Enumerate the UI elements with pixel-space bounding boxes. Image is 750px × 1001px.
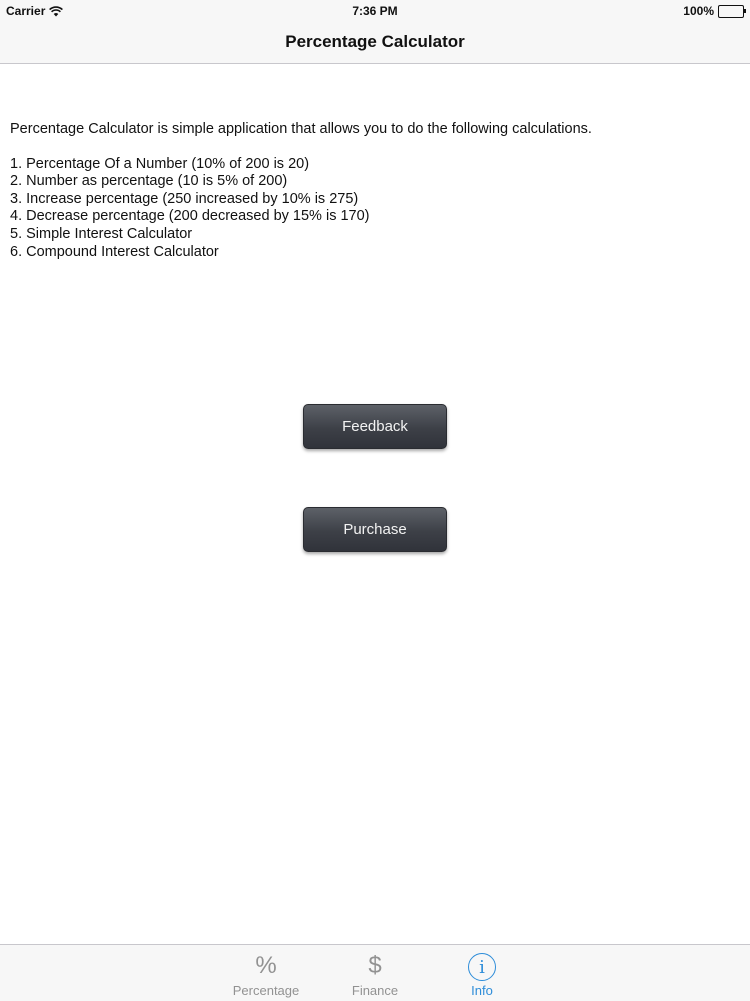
battery-icon	[718, 5, 744, 18]
status-time: 7:36 PM	[352, 4, 398, 18]
tab-percentage[interactable]	[221, 951, 311, 998]
purchase-button[interactable]: Purchase	[303, 507, 447, 552]
carrier-label: Carrier	[6, 4, 46, 18]
navigation-bar	[0, 22, 750, 64]
feature-item: 2. Number as percentage (10 is 5% of 200)	[10, 173, 288, 190]
feature-item: 6. Compound Interest Calculator	[10, 243, 219, 260]
tab-label: Finance	[351, 983, 399, 998]
battery-percent: 100%	[683, 4, 714, 18]
tab-label: Percentage	[232, 983, 300, 998]
intro-text: Percentage Calculator is simple application that allows you to do the following calculations.	[10, 121, 592, 137]
status-right	[683, 4, 744, 18]
tab-bar	[0, 944, 750, 1001]
feature-list	[10, 156, 730, 262]
tab-label: Info	[471, 983, 493, 998]
page-title: Percentage Calculator	[285, 32, 465, 51]
dollar-icon: $	[368, 952, 382, 979]
feature-item: 5. Simple Interest Calculator	[10, 225, 193, 242]
feature-item: 3. Increase percentage (250 increased by 10% is 275)	[10, 190, 359, 207]
percent-icon: %	[255, 952, 277, 979]
info-icon: i	[468, 953, 496, 981]
tab-info[interactable]	[437, 951, 527, 998]
feature-item: 4. Decrease percentage (200 decreased by 15% is 170)	[10, 208, 370, 225]
feedback-button[interactable]: Feedback	[303, 404, 447, 449]
info-content	[10, 121, 730, 261]
status-bar	[0, 0, 750, 22]
feature-item: 1. Percentage Of a Number (10% of 200 is 20)	[10, 155, 310, 172]
tab-finance[interactable]	[330, 951, 420, 998]
